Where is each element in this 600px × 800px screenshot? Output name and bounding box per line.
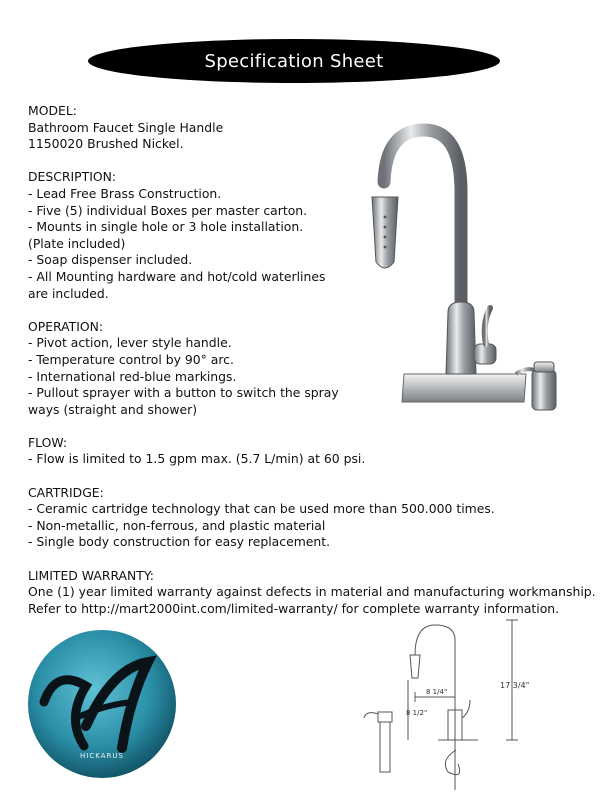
spec-line: Refer to http://mart2000int.com/limited-warranty/ for complete warranty information. <box>28 600 560 616</box>
spec-line: - International red-blue markings. <box>28 368 237 384</box>
page-title: Specification Sheet <box>204 50 384 72</box>
brand-logo <box>26 628 178 780</box>
section-heading: LIMITED WARRANTY: <box>28 567 154 583</box>
spec-line: - Ceramic cartridge technology that can be used more than 500.000 times. <box>28 501 495 517</box>
spec-line: - Lead Free Brass Construction. <box>28 185 222 201</box>
section-heading: MODEL: <box>28 103 77 118</box>
spec-line: - Non-metallic, non-ferrous, and plastic material <box>28 517 326 533</box>
dimension-diagram <box>360 600 550 800</box>
spec-line: are included. <box>28 285 109 301</box>
spec-line: ways (straight and shower) <box>28 401 198 417</box>
spec-line: (Plate included) <box>28 235 126 251</box>
section-heading: CARTRIDGE: <box>28 484 104 500</box>
section-heading: OPERATION: <box>28 318 104 334</box>
section-heading: DESCRIPTION: <box>28 169 117 185</box>
section-heading: FLOW: <box>28 434 68 450</box>
spout-label: 8 1/2" <box>406 709 428 717</box>
spec-line: - Temperature control by 90° arc. <box>28 351 234 367</box>
spec-line: - Flow is limited to 1.5 gpm max. (5.7 L/min) at 60 psi. <box>28 451 366 467</box>
cartridge-section <box>28 485 573 551</box>
spec-line: - Pullout sprayer with a button to switch the spray <box>28 385 339 401</box>
spec-line: - All Mounting hardware and hot/cold waterlines <box>28 268 326 284</box>
spec-line: - Mounts in single hole or 3 hole installation. <box>28 219 304 235</box>
reach-label: 8 1/4" <box>426 688 448 696</box>
spec-line: Bathroom Faucet Single Handle <box>28 119 224 135</box>
spec-line: - Five (5) individual Boxes per master carton. <box>28 202 308 218</box>
spec-line: 1150020 Brushed Nickel. <box>28 136 184 152</box>
spec-line: - Pivot action, lever style handle. <box>28 335 232 351</box>
logo-text: HICKARUS <box>80 752 124 760</box>
spec-line: One (1) year limited warranty against defects in material and manufacturing workmanship. <box>28 584 596 600</box>
height-label: 17 3/4" <box>500 681 530 690</box>
header-banner <box>88 39 500 83</box>
faucet-image <box>356 112 584 422</box>
spec-line: - Soap dispenser included. <box>28 252 193 268</box>
flow-section <box>28 435 573 468</box>
spec-line: - Single body construction for easy replacement. <box>28 534 331 550</box>
